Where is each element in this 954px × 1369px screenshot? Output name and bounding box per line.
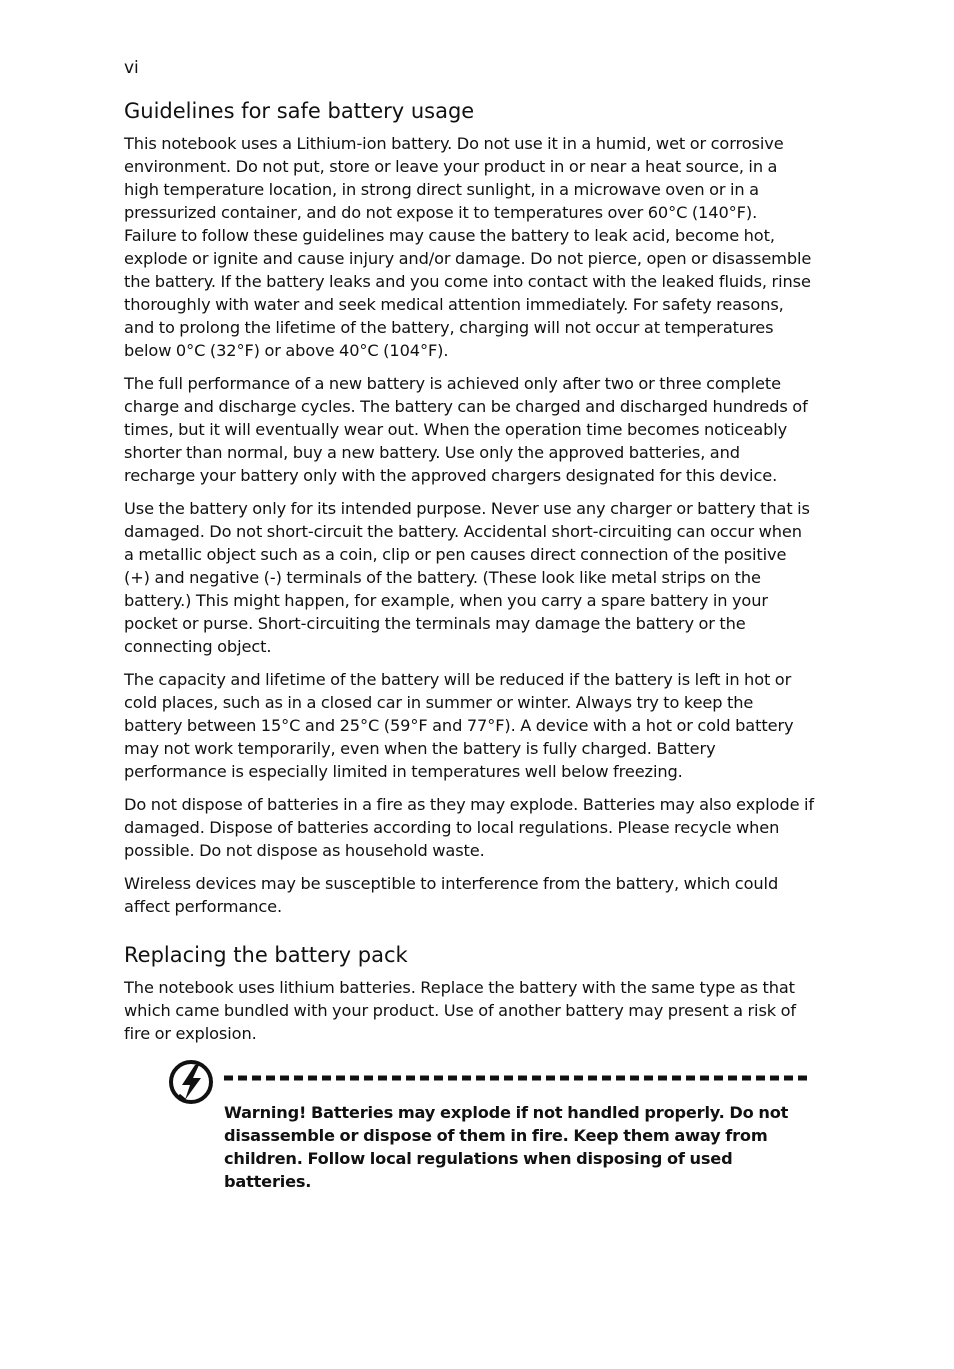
section-guidelines (124, 96, 814, 918)
warning-text: Warning! Batteries may explode if not handled properly. Do not disassemble or dispose of them in fire. Keep them away from children. Follow local regulations when disposing of used batteries. (224, 1103, 789, 1191)
paragraph: The full performance of a new battery is achieved only after two or three complete charge and discharge cycles. The battery can be charged and discharged hundreds of times, but it will eventually wear out. When the operation time becomes noticeably shorter than normal, buy a new battery. Use only the approved batteries, and recharge your battery only with the approved chargers designated for this device. (124, 374, 808, 485)
paragraph: Use the battery only for its intended purpose. Never use any charger or battery that is damaged. Do not short-circuit the battery. Accidental short-circuiting can occur when a metallic object such as a coin, clip or pen causes direct connection of the positive (+) and negative (-) terminals of the battery. (These look like metal strips on the battery.) This might happen, for example, when you carry a spare battery in your pocket or purse. Short-circuiting the terminals may damage the battery or the connecting object. (124, 499, 810, 656)
section-heading-replacing: Replacing the battery pack (124, 943, 408, 967)
lightning-warning-icon (168, 1059, 214, 1105)
page-content (124, 96, 814, 1209)
paragraph: Do not dispose of batteries in a fire as they may explode. Batteries may also explode if damaged. Dispose of batteries according to local regulations. Please recycle when possible. Do not dispose as household waste. (124, 795, 814, 860)
paragraph: Wireless devices may be susceptible to interference from the battery, which could affect performance. (124, 874, 779, 916)
section-heading-guidelines: Guidelines for safe battery usage (124, 99, 475, 123)
warning-block (124, 1059, 814, 1209)
page-number: vi (124, 58, 139, 78)
paragraph: The capacity and lifetime of the battery will be reduced if the battery is left in hot or cold places, such as in a closed car in summer or winter. Always try to keep the battery between 15°C and 25°C (59°F and 77°F). A device with a hot or cold battery may not work temporarily, even when the battery is fully charged. Battery performance is especially limited in temperatures well below freezing. (124, 670, 794, 781)
warning-divider (224, 1075, 810, 1081)
paragraph: This notebook uses a Lithium-ion battery. Do not use it in a humid, wet or corrosive environment. Do not put, store or leave your product in or near a heat source, in a high temperature location, in strong direct sunlight, in a microwave oven or in a pressurized container, and do not expose it to temperatures over 60°C (140°F). Failure to follow these guidelines may cause the battery to leak acid, become hot, explode or ignite and cause injury and/or damage. Do not pierce, open or disassemble the battery. If the battery leaks and you come into contact with the leaked fluids, rinse thoroughly with water and seek medical attention immediately. For safety reasons, and to prolong the lifetime of the battery, charging will not occur at temperatures below 0°C (32°F) or above 40°C (104°F). (124, 134, 812, 360)
section-replacing-battery (124, 940, 814, 1045)
paragraph: The notebook uses lithium batteries. Replace the battery with the same type as that which came bundled with your product. Use of another battery may present a risk of fire or explosion. (124, 978, 797, 1043)
